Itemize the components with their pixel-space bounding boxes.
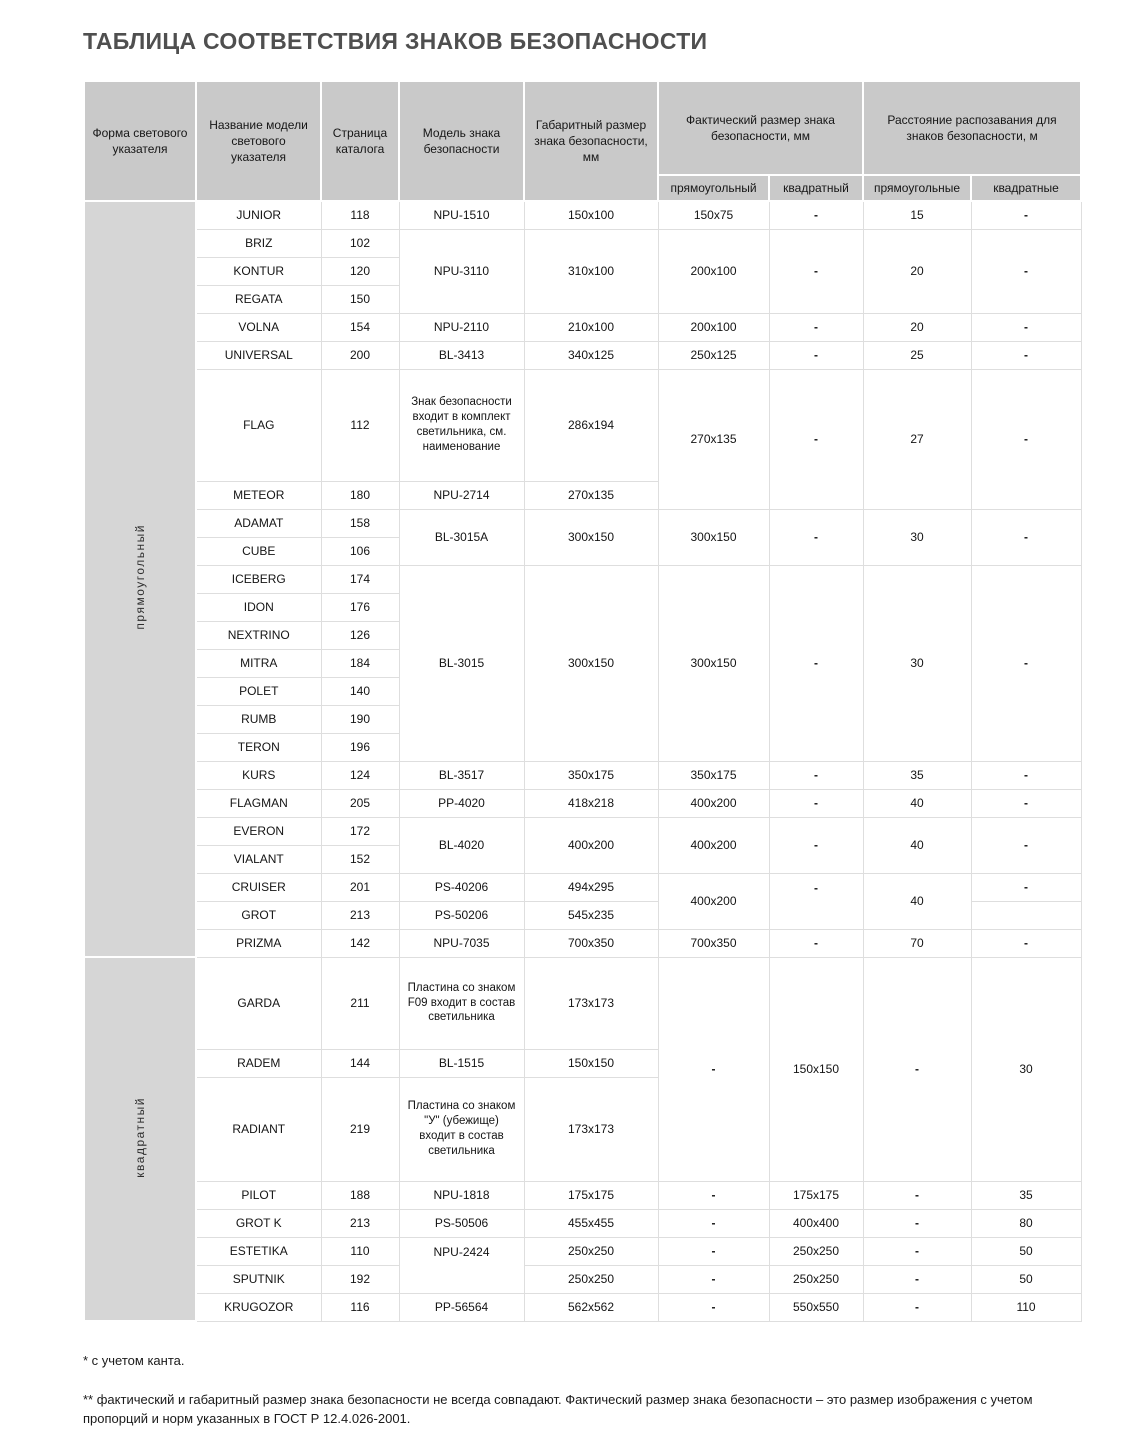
table-cell: BL-3413 [399, 341, 524, 369]
table-row [84, 313, 1081, 341]
table-cell: 196 [321, 733, 399, 761]
table-cell: - [769, 509, 863, 565]
table-cell: - [971, 313, 1081, 341]
table-cell: 400x200 [658, 817, 769, 873]
table-cell: 150x150 [769, 957, 863, 1181]
table-cell: BL-4020 [399, 817, 524, 873]
table-cell: GROT K [196, 1209, 321, 1237]
table-cell: 455x455 [524, 1209, 658, 1237]
table-cell: 30 [971, 957, 1081, 1181]
table-cell: 188 [321, 1181, 399, 1209]
table-cell: 158 [321, 509, 399, 537]
table-cell: 200x100 [658, 313, 769, 341]
table-row [84, 789, 1081, 817]
table-cell: - [971, 341, 1081, 369]
table-cell: 142 [321, 929, 399, 957]
table-cell: 40 [863, 873, 971, 929]
table-cell: 176 [321, 593, 399, 621]
table-cell: KRUGOZOR [196, 1293, 321, 1321]
table-cell: VOLNA [196, 313, 321, 341]
table-row [84, 873, 1081, 901]
col-header-distance-group: Расстояние распозавания для знаков безопасности, м [863, 81, 1081, 175]
table-header [84, 81, 1081, 201]
table-cell: 152 [321, 845, 399, 873]
table-cell: FLAGMAN [196, 789, 321, 817]
table-cell: - [769, 873, 863, 929]
col-header-overall-size: Габаритный размер знака безопасности, мм [524, 81, 658, 201]
table-cell: 124 [321, 761, 399, 789]
table-cell: 110 [321, 1237, 399, 1265]
table-cell: - [971, 565, 1081, 761]
table-cell: 15 [863, 201, 971, 229]
header-row-groups [84, 81, 1081, 175]
col-subheader-actual-square: квадратный [769, 175, 863, 201]
table-cell: 270x135 [658, 369, 769, 509]
table-cell: NPU-7035 [399, 929, 524, 957]
table-row [84, 369, 1081, 481]
table-cell: BL-3517 [399, 761, 524, 789]
table-cell: BL-3015A [399, 509, 524, 565]
table-cell [971, 901, 1081, 929]
footnotes [83, 1352, 1082, 1429]
table-row [84, 201, 1081, 229]
table-cell: POLET [196, 677, 321, 705]
table-row [84, 761, 1081, 789]
table-cell: 102 [321, 229, 399, 257]
table-cell: 250x250 [769, 1265, 863, 1293]
table-cell: PRIZMA [196, 929, 321, 957]
table-cell: SPUTNIK [196, 1265, 321, 1293]
col-header-model-name: Название модели светового указателя [196, 81, 321, 201]
table-cell: JUNIOR [196, 201, 321, 229]
table-cell: FLAG [196, 369, 321, 481]
table-cell: CRUISER [196, 873, 321, 901]
section-label-rectangular [84, 201, 196, 957]
table-cell: - [769, 341, 863, 369]
table-cell: TERON [196, 733, 321, 761]
table-cell: 219 [321, 1077, 399, 1181]
table-cell: 286x194 [524, 369, 658, 481]
table-cell: PS-40206 [399, 873, 524, 901]
table-cell: - [971, 369, 1081, 509]
table-cell: - [971, 201, 1081, 229]
table-cell: 300x150 [658, 565, 769, 761]
table-cell: 545x235 [524, 901, 658, 929]
table-cell: NPU-2714 [399, 481, 524, 509]
table-cell: 250x250 [524, 1265, 658, 1293]
table-cell: - [769, 201, 863, 229]
table-cell: 174 [321, 565, 399, 593]
table-cell: BL-3015 [399, 565, 524, 761]
table-cell: 172 [321, 817, 399, 845]
col-subheader-actual-rectangular: прямоугольный [658, 175, 769, 201]
table-cell: 126 [321, 621, 399, 649]
table-row [84, 1265, 1081, 1293]
table-cell: REGATA [196, 285, 321, 313]
table-cell: NPU-1818 [399, 1181, 524, 1209]
table-row [84, 1209, 1081, 1237]
footnote-kant: * с учетом канта. [83, 1353, 185, 1368]
table-cell: 350x175 [524, 761, 658, 789]
table-cell: 120 [321, 257, 399, 285]
table-cell: 30 [863, 565, 971, 761]
table-cell: Знак безопасности входит в комплект светильника, см. наименование [399, 369, 524, 481]
table-cell: 112 [321, 369, 399, 481]
section-label-rectangular: прямоугольный [132, 524, 147, 630]
table-row [84, 1237, 1081, 1265]
footnote-gost: ** фактический и габаритный размер знака безопасности не всегда совпадают. Фактический размер знака безопасности – это размер изображения с учетом пропорций и норм указанных в ГОСТ Р 12.4.026-2001. [83, 1391, 1033, 1426]
table-cell: 110 [971, 1293, 1081, 1321]
section-label-square: квадратный [132, 1096, 147, 1178]
table-cell: NPU-2110 [399, 313, 524, 341]
table-cell: KURS [196, 761, 321, 789]
table-cell: 350x175 [658, 761, 769, 789]
table-cell: NEXTRINO [196, 621, 321, 649]
table-cell: - [971, 761, 1081, 789]
col-header-catalog-page: Страница каталога [321, 81, 399, 201]
table-cell: 154 [321, 313, 399, 341]
table-cell: NPU-1510 [399, 201, 524, 229]
table-cell: UNIVERSAL [196, 341, 321, 369]
table-cell: BRIZ [196, 229, 321, 257]
table-cell: 418x218 [524, 789, 658, 817]
table-cell: 205 [321, 789, 399, 817]
table-cell: - [863, 1265, 971, 1293]
table-cell: NPU-2424 [399, 1237, 524, 1293]
table-cell: 150 [321, 285, 399, 313]
table-cell: 50 [971, 1237, 1081, 1265]
table-cell: 25 [863, 341, 971, 369]
section-label-square [84, 957, 196, 1321]
table-cell: IDON [196, 593, 321, 621]
table-cell: EVERON [196, 817, 321, 845]
table-cell: - [971, 929, 1081, 957]
table-cell: 400x400 [769, 1209, 863, 1237]
table-cell: 20 [863, 229, 971, 313]
col-subheader-distance-square: квадратные [971, 175, 1081, 201]
table-cell: 175x175 [769, 1181, 863, 1209]
table-cell: - [769, 369, 863, 509]
table-cell: MITRA [196, 649, 321, 677]
table-cell: - [971, 873, 1081, 901]
table-cell: 40 [863, 789, 971, 817]
table-cell: 190 [321, 705, 399, 733]
table-cell: GARDA [196, 957, 321, 1049]
table-cell: 20 [863, 313, 971, 341]
table-cell: NPU-3110 [399, 229, 524, 313]
table-cell: - [863, 1181, 971, 1209]
table-cell: 310x100 [524, 229, 658, 313]
table-row [84, 229, 1081, 257]
table-cell: 250x125 [658, 341, 769, 369]
table-cell: 550x550 [769, 1293, 863, 1321]
table-cell: 700x350 [524, 929, 658, 957]
table-cell: VIALANT [196, 845, 321, 873]
table-cell: RUMB [196, 705, 321, 733]
table-cell: - [658, 1237, 769, 1265]
table-cell: 180 [321, 481, 399, 509]
table-cell: 175x175 [524, 1181, 658, 1209]
table-cell: - [971, 229, 1081, 313]
table-cell: - [769, 929, 863, 957]
table-row [84, 1293, 1081, 1321]
table-cell: 184 [321, 649, 399, 677]
table-row [84, 1181, 1081, 1209]
table-cell: BL-1515 [399, 1049, 524, 1077]
table-cell: 300x150 [658, 509, 769, 565]
table-cell: ESTETIKA [196, 1237, 321, 1265]
table-cell: PS-50206 [399, 901, 524, 929]
table-cell: 173x173 [524, 957, 658, 1049]
table-cell: PS-50506 [399, 1209, 524, 1237]
table-cell: - [863, 1293, 971, 1321]
table-row [84, 929, 1081, 957]
table-cell: - [769, 229, 863, 313]
table-cell: RADIANT [196, 1077, 321, 1181]
table-cell: - [769, 789, 863, 817]
table-cell: 40 [863, 817, 971, 873]
table-cell: - [863, 1209, 971, 1237]
table-cell: 400x200 [658, 873, 769, 929]
table-cell: 400x200 [658, 789, 769, 817]
table-cell: 106 [321, 537, 399, 565]
col-header-actual-size-group: Фактический размер знака безопасности, мм [658, 81, 863, 175]
table-cell: 213 [321, 1209, 399, 1237]
table-cell: - [658, 1181, 769, 1209]
table-cell: 200x100 [658, 229, 769, 313]
table-body [84, 201, 1081, 1321]
safety-signs-table [83, 80, 1082, 1322]
table-cell: 300x150 [524, 565, 658, 761]
table-cell: - [769, 817, 863, 873]
col-subheader-distance-rectangular: прямоугольные [863, 175, 971, 201]
table-cell: 30 [863, 509, 971, 565]
table-cell: - [971, 817, 1081, 873]
table-cell: 494x295 [524, 873, 658, 901]
table-cell: 300x150 [524, 509, 658, 565]
table-cell: - [658, 1265, 769, 1293]
table-cell: 150x150 [524, 1049, 658, 1077]
page-title: ТАБЛИЦА СООТВЕТСТВИЯ ЗНАКОВ БЕЗОПАСНОСТИ [83, 28, 708, 54]
table-cell: METEOR [196, 481, 321, 509]
table-cell: Пластина со знаком F09 входит в состав светильника [399, 957, 524, 1049]
table-cell: 340x125 [524, 341, 658, 369]
table-cell: 116 [321, 1293, 399, 1321]
table-cell: ADAMAT [196, 509, 321, 537]
table-cell: 50 [971, 1265, 1081, 1293]
table-cell: 70 [863, 929, 971, 957]
table-cell: 150x75 [658, 201, 769, 229]
table-cell: 35 [971, 1181, 1081, 1209]
table-cell: PP-4020 [399, 789, 524, 817]
table-cell: 118 [321, 201, 399, 229]
table-row [84, 509, 1081, 537]
table-cell: - [863, 957, 971, 1181]
table-cell: - [769, 313, 863, 341]
table-cell: 140 [321, 677, 399, 705]
table-cell: PILOT [196, 1181, 321, 1209]
table-cell: KONTUR [196, 257, 321, 285]
table-cell: - [971, 509, 1081, 565]
table-cell: - [658, 1209, 769, 1237]
col-header-sign-model: Модель знака безопасности [399, 81, 524, 201]
table-cell: 211 [321, 957, 399, 1049]
table-cell: ICEBERG [196, 565, 321, 593]
table-cell: 210x100 [524, 313, 658, 341]
table-cell: RADEM [196, 1049, 321, 1077]
table-cell: - [971, 789, 1081, 817]
table-cell: - [863, 1237, 971, 1265]
table-cell: PP-56564 [399, 1293, 524, 1321]
col-header-form: Форма светового указателя [84, 81, 196, 201]
table-row [84, 341, 1081, 369]
table-cell: CUBE [196, 537, 321, 565]
table-cell: - [769, 761, 863, 789]
table-cell: 201 [321, 873, 399, 901]
table-cell: 150x100 [524, 201, 658, 229]
table-cell: 250x250 [769, 1237, 863, 1265]
table-cell: 700x350 [658, 929, 769, 957]
table-cell: 400x200 [524, 817, 658, 873]
table-cell: 562x562 [524, 1293, 658, 1321]
table-row [84, 565, 1081, 593]
table-cell: 192 [321, 1265, 399, 1293]
table-cell: 80 [971, 1209, 1081, 1237]
table-row [84, 817, 1081, 845]
table-cell: 270x135 [524, 481, 658, 509]
table-cell: 250x250 [524, 1237, 658, 1265]
table-cell: 213 [321, 901, 399, 929]
table-cell: 200 [321, 341, 399, 369]
table-cell: 144 [321, 1049, 399, 1077]
table-cell: GROT [196, 901, 321, 929]
table-cell: Пластина со знаком "У" (убежище) входит в состав светильника [399, 1077, 524, 1181]
table-cell: 173x173 [524, 1077, 658, 1181]
table-row [84, 957, 1081, 1049]
table-cell: 27 [863, 369, 971, 509]
table-cell: - [769, 565, 863, 761]
table-cell: - [658, 957, 769, 1181]
table-cell: - [658, 1293, 769, 1321]
table-cell: 35 [863, 761, 971, 789]
